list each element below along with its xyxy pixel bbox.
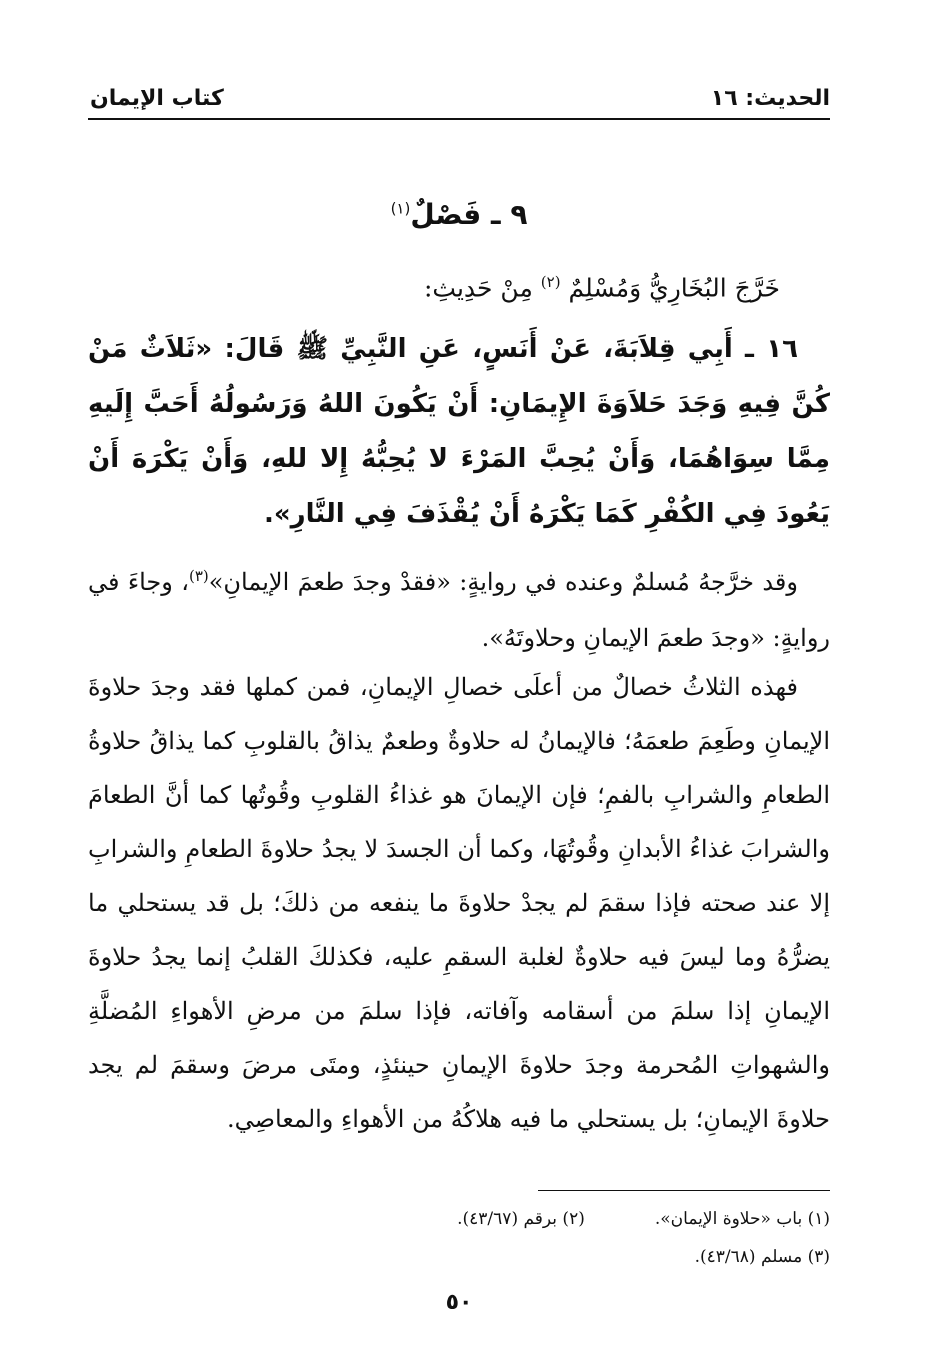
footnote-3: (٣) مسلم (٤٣/٦٨). xyxy=(694,1247,830,1267)
book-page xyxy=(88,0,830,1367)
footnote-divider xyxy=(538,1190,830,1191)
footnote-1: (١) باب «حلاوة الإيمان». xyxy=(654,1209,830,1229)
intro-text-after: مِنْ حَدِيثِ: xyxy=(423,273,541,303)
book-title: كتاب الإيمان xyxy=(90,86,224,111)
hadith-text: ١٦ ـ أَبِي قِلاَبَةَ، عَنْ أَنَسٍ، عَنِ النَّبِيِّ ﷺ قَالَ: «ثَلاَثٌ مَنْ كُنَّ فِيهِ وَجَدَ حَلاَوَةَ الإِيمَانِ: أَنْ يَكُونَ اللهُ وَرَسُولُهُ أَحَبَّ إِلَيهِ مِمَّا سِوَاهُمَا، وَأَنْ يُحِبَّ المَرْءَ لا يُحِبُّهُ إِلا للهِ، وَأَنْ يَكْرَهَ أَنْ يَعُودَ فِي الكُفْرِ كَمَا يَكْرَهُ أَنْ يُقْذَفَ فِي النَّارِ». xyxy=(88,334,830,529)
footnote-ref-2: (٢) xyxy=(540,273,561,291)
section-title xyxy=(88,198,830,231)
footnote-ref-3: (٣) xyxy=(188,567,209,585)
footnote-2: (٢) برقم (٤٣/٦٧). xyxy=(457,1209,585,1229)
hadith-text-block xyxy=(88,322,830,542)
paragraph1-text: وقد خرَّجهُ مُسلمٌ وعنده في روايةٍ: «فقدْ وجدَ طعمَ الإيمانِ» xyxy=(208,568,798,596)
running-header xyxy=(88,80,830,120)
paragraph-commentary xyxy=(88,660,830,1146)
intro-text: خَرَّجَ البُخَارِيُّ وَمُسْلِمٌ xyxy=(568,273,780,303)
paragraph-narrations xyxy=(88,548,830,666)
paragraph-text xyxy=(88,548,830,666)
footnotes xyxy=(88,1200,830,1276)
hadith-number-label: الحديث: ١٦ xyxy=(710,86,830,111)
footnote-ref-1: (١) xyxy=(390,199,411,218)
page-number: ٥٠ xyxy=(445,1290,473,1315)
footnote-row xyxy=(88,1238,830,1276)
section-title-text: ٩ ـ فَصْلٌ xyxy=(410,198,528,231)
footnote-row xyxy=(88,1200,830,1238)
paragraph1-text-after: ، وجاءَ في روايةٍ: «وجدَ طعمَ الإيمانِ وحلاوتَهُ». xyxy=(88,568,830,652)
paragraph2-text: فهذه الثلاثُ خصالٌ من أعلَى خصالِ الإيمانِ، فمن كملها فقد وجدَ حلاوةَ الإيمانِ وطَعِمَ طعمَهُ؛ فالإيمانُ له حلاوةٌ وطعمٌ يذاقُ بالقلوبِ كما يذاقُ حلاوةُ الطعامِ والشرابِ بالفمِ؛ فإن الإيمانَ هو غذاءُ القلوبِ وقُوتُها كما أنَّ الطعامَ والشرابَ غذاءُ الأبدانِ وقُوتُهَا، وكما أن الجسدَ لا يجدُ حلاوةَ الطعامِ والشرابِ إلا عند صحته فإذا سقمَ لم يجدْ حلاوةَ ما ينفعه من ذلكَ؛ بل قد يستحلي ما يضرُّهُ وما ليسَ فيه حلاوةٌ لغلبة السقمِ عليه، فكذلكَ القلبُ إنما يجدُ حلاوةَ الإيمانِ إذا سلمَ من أسقامه وآفاته، فإذا سلمَ من مرضِ الأهواءِ المُضلَّةِ والشهواتِ المُحرمة وجدَ حلاوةَ الإيمانِ حينئذٍ، ومتَى مرضَ وسقمَ لم يجد حلاوةَ الإيمانِ؛ بل يستحلي ما فيه هلاكُهُ من الأهواءِ والمعاصِي. xyxy=(88,673,830,1133)
header-divider xyxy=(88,118,830,120)
intro-line xyxy=(88,262,830,308)
